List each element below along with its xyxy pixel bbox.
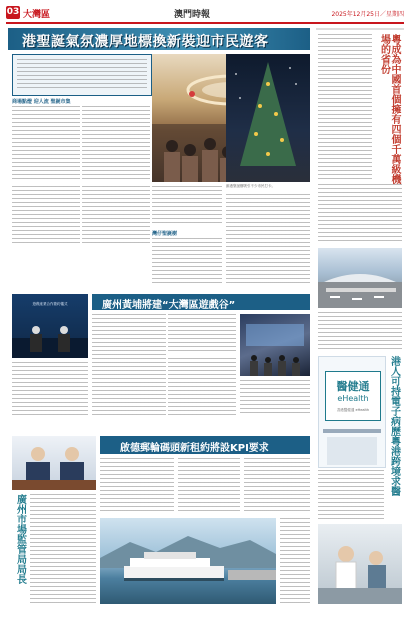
story3-intro-text — [100, 458, 174, 514]
story2-col1-text — [12, 362, 88, 416]
page-number: 03 — [6, 7, 20, 17]
airport-illustration — [318, 248, 402, 308]
ehealth-sign — [325, 371, 381, 421]
story2-col4-text — [168, 358, 236, 416]
tree-illustration — [226, 54, 310, 182]
story3-col2-text — [178, 458, 240, 514]
tree-caption: 維港聖誕樹吸引不少市民打卡。 — [226, 184, 275, 188]
masthead: 澳門時報 — [174, 10, 211, 20]
officials-photo — [12, 436, 96, 490]
story2-col5-text — [240, 380, 310, 416]
officials-illustration — [12, 436, 96, 490]
story1-headline: 港聖誕氣氛濃厚地標換新裝迎市民遊客 — [22, 34, 269, 50]
page-header — [6, 4, 404, 22]
story1-subhead-tree: 灣仔聖誕樹 — [152, 231, 178, 237]
right-col3-text — [318, 312, 402, 352]
clinic-illustration — [318, 524, 402, 604]
story3-col4-text — [280, 518, 310, 604]
ehealth-photo — [318, 356, 386, 468]
right-col4-text — [318, 470, 384, 520]
story1-col6-text — [152, 238, 222, 286]
story1-subhead-ring: 商場點燈 迎人流 聖誕市集 — [12, 99, 71, 105]
right-col1-text — [318, 34, 372, 180]
airport-photo — [318, 248, 402, 308]
story1-col4-text — [82, 186, 150, 246]
left-bottom-text — [30, 494, 96, 604]
cruise-terminal-photo — [100, 518, 276, 604]
story2-banner — [92, 294, 310, 310]
expo-illustration — [240, 314, 310, 376]
ehealth-desk — [319, 423, 385, 468]
story1-col1-text — [12, 106, 80, 182]
story1-col2-text — [82, 106, 150, 182]
right-headline2: 港人可持電子病歷粵港跨境求醫 — [388, 356, 400, 496]
story3-col3-text — [244, 458, 310, 514]
story3-banner — [100, 436, 310, 454]
issue-date: 2025年12月25日／星期四 — [331, 11, 404, 18]
section-label: 大灣區 — [23, 10, 51, 20]
story2-col2-text — [92, 314, 166, 416]
ceremony-figures — [12, 294, 88, 358]
story1-col7-text — [226, 194, 310, 286]
story3-headline: 啟德郵輪碼頭新租約將設KPI要求 — [120, 443, 269, 454]
cruise-illustration — [100, 518, 276, 604]
ehealth-sign-sub: 香港醫健通 eHealth — [336, 408, 370, 412]
page-number-badge — [6, 6, 20, 19]
tree-photo — [226, 54, 310, 182]
story1-intro — [12, 54, 152, 96]
right-headline1: 粵成為中國首個擁有四個千萬級機場的省份 — [378, 34, 400, 184]
story1-col3-text — [12, 186, 80, 246]
story1-col5-text — [152, 186, 222, 226]
right-col-rule — [316, 28, 404, 30]
header-rule — [6, 22, 404, 24]
expo-photo — [240, 314, 310, 376]
stage-sign: 遊戲產業合作簽約儀式 — [32, 302, 68, 306]
signing-ceremony-photo — [12, 294, 88, 358]
right-col2-text — [318, 184, 402, 244]
ehealth-sign-cn: 醫健通 — [336, 380, 370, 393]
story1-banner — [8, 28, 310, 50]
story2-headline: 廣州黃埔將建“大灣區遊戲谷” — [102, 300, 236, 311]
ehealth-sign-en: eHealth — [337, 394, 369, 403]
left-bottom-headline: 廣州市場監管局局長 — [14, 494, 26, 584]
clinic-photo — [318, 524, 402, 604]
story2-col3-text — [168, 314, 236, 354]
